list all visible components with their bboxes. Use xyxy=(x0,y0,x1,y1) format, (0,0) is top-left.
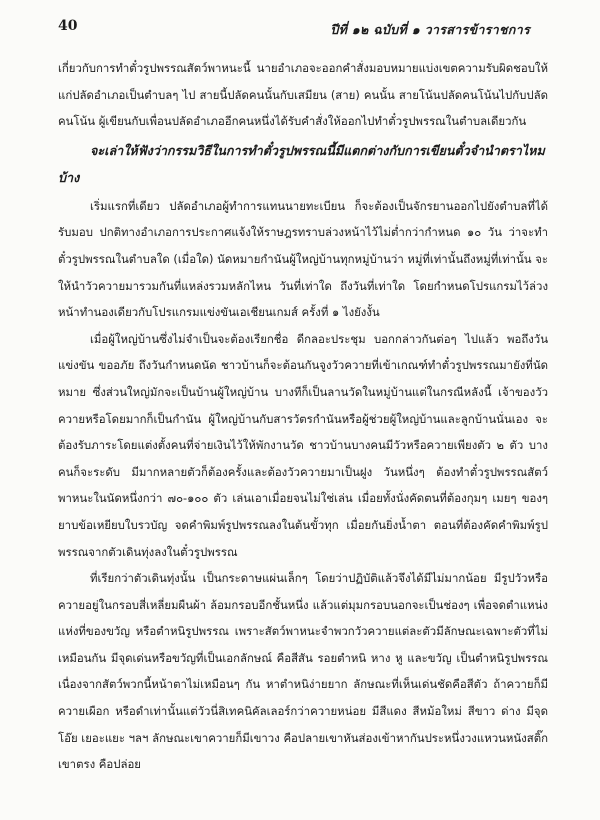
paragraph: ที่เรียกว่าตัวเดินทุ่งนั้น เป็นกระดาษแผ่นเล็กๆ โดยว่าปฏิบัติแล้วจึงได้มีไม่มากน้อย มีรูปวัวหรือควายอยู่ในกรอบสี่เหลี่ยมผืนผ้า ล้อมกรอบอีกชั้นหนึ่ง แล้วแต่มุมกรอบนอกจะเป็นช่องๆ เพื่อจดตำแหน่งแห่งที่ของขวัญ หรือตำหนิรูปพรรณ เพราะสัตว์พาหนะจำพวกวัวควายแต่ละตัวมีลักษณะเฉพาะตัวที่ไม่เหมือนกัน มีจุดเด่นหรือขวัญที่เป็นเอกลักษณ์ คือสีสัน รอยตำหนิ หาง หู และขวัญ เป็นตำหนิรูปพรรณ เนื่องจากสัตว์พวกนี้หน้าตาไม่เหมือนๆ กัน หาตำหนิง่ายยาก ลักษณะที่เห็นเด่นชัดคือสีตัว ถ้าควายก็มีควายเผือก หรือดำเท่านั้นแต่วัวนี่สิเทคนิคัลเลอร์กว่าควายหน่อย มีสีแดง สีหม้อใหม่ สีขาว ด่าง มีจุด โอ๊ย เยอะแยะ ฯลฯ ลักษณะเขาควายก็มีเขาวง คือปลายเขาหันส่องเข้าหากันประหนึ่งวงแหวนหนังสติ๊ก เขาตรง คือปล่อย xyxy=(58,571,548,772)
section-intro-paragraph: จะเล่าให้ฟังว่ากรรมวิธีในการทำตั๋วรูปพรรณนี้มีแตกต่างกับการเขียนตั๋วจำนำตราไหมบ้าง xyxy=(58,142,545,185)
body-text xyxy=(58,55,548,778)
running-header: ปีที่ ๑๒ ฉบับที่ ๑ วารสารข้าราชการ xyxy=(330,22,530,37)
page-number: 40 xyxy=(58,18,78,34)
paragraph: เริ่มแรกที่เดียว ปลัดอำเภอผู้ทำการแทนนายทะเบียน ก็จะต้องเป็นจักรยานออกไปยังตำบลที่ได้รับมอบ ปกติทางอำเภอการประกาศแจ้งให้ราษฎรทราบล่วงหน้าไว้ไม่ต่ำกว่ากำหนด ๑๐ วัน ว่าจะทำตั๋วรูปพรรณในตำบลใด (เมื่อใด) นัดหมายกำนันผู้ใหญ่บ้านทุกหมู่บ้านว่า หมู่ที่เท่านั้นถึงหมู่ที่เท่านั้น จะให้นำวัวควายมารวมกันที่แหล่งรวมหลักไหน วันที่เท่าใด ถึงวันที่เท่าใด โดยกำหนดโปรแกรมไว้ล่วงหน้าทำนองเดียวกับโปรแกรมแข่งขันเอเชียนเกมส์ ครั้งที่ ๑ ไงยังงั้น xyxy=(58,198,549,320)
paragraph: เมื่อผู้ใหญ่บ้านซึ่งไม่จำเป็นจะต้องเรียกชื่อ ดีกลอะประชุม บอกกล่าวกันต่อๆ ไปแล้ว พอถึงวันแข่งขัน ขออภัย ถึงวันกำหนดนัด ชาวบ้านก็จะต้อนกันจูงวัวควายที่เข้าเกณฑ์ทำตั๋วรูปพรรณมายังที่นัดหมาย ซึ่งส่วนใหญ่มักจะเป็นบ้านผู้ใหญ่บ้าน บางทีก็เป็นลานวัดในหมู่บ้านแต่ในกรณีหลังนี้ เจ้าของวัวควายหรือโดยมากก็เป็นกำนัน ผู้ใหญ่บ้านกับสารวัตรกำนันหรือผู้ช่วยผู้ใหญ่บ้านและลูกบ้านนั่นเอง จะต้องรับภาระโดยแต่งตั้งคนที่จ่ายเงินไว้ให้พักงานวัด ชาวบ้านบางคนมีวัวหรือควายเพียงตัว ๒ ตัว บางคนก็จะระดับ มีมากหลายตัวก็ต้องครั้งและต้องวัวควายมาเป็นฝูง วันหนึ่งๆ ต้องทำตั๋วรูปพรรณสัตว์พาหนะในนัดหนึ่งกว่า ๗๐-๑๐๐ ตัว เล่นเอาเมื่อยจนไม่ใช่เล่น เมื่อยทั้งนั่งคัดตนที่ต้องกุมๆ เมยๆ ของๆ ยาบข้อเหยียบใบรวบัญ จดคำพิมพ์รูปพรรณลงในต้นขั้วทุก เมื่อยกันยิ่งน้ำตา ตอนที่ต้องคัดคำพิมพ์รูปพรรณจากตัวเดินทุ่งลงในตั๋วรูปพรรณ xyxy=(58,331,548,559)
paragraph-continuation: เกี่ยวกับการทำตั๋วรูปพรรณสัตว์พาหนะนี้ นายอำเภอจะออกคำสั่งมอบหมายแบ่งเขตความรับผิดชอบให้แก่ปลัดอำเภอเป็นตำบลๆ ไป สายนี้ปลัดคนนั้นกับเสมียน (สาย) คนนั้น สายโน้นปลัดคนโน้นไปกับปลัดคนโน้น ผู้เขียนกับเพื่อนปลัดอำเภออีกคนหนึ่งได้รับคำสั่งให้ออกไปทำตั๋วรูปพรรณในตำบลเดียวกัน xyxy=(58,61,548,129)
